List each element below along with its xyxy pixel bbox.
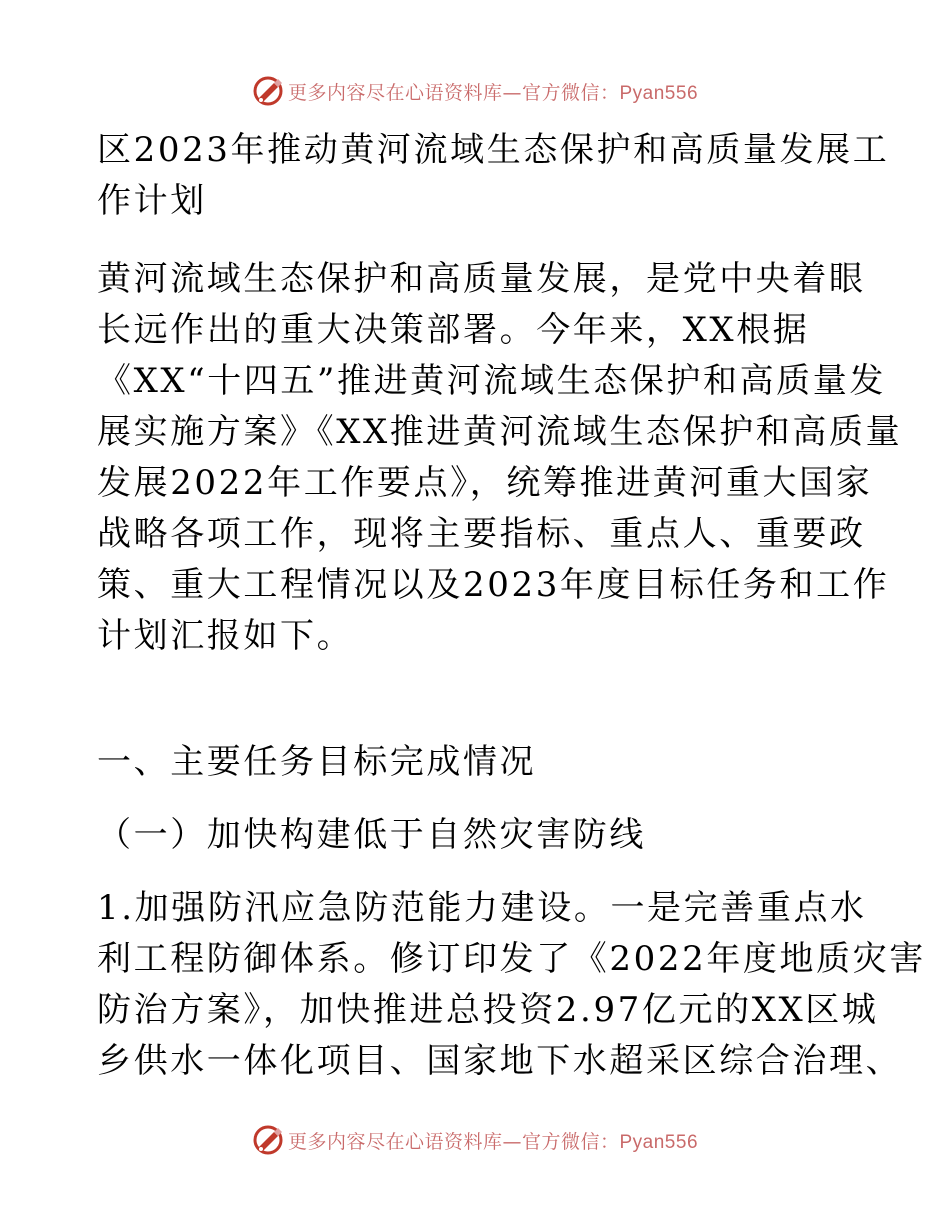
- pen-logo-icon: [252, 75, 284, 107]
- document-title: [97, 125, 890, 227]
- title-line: 作计划: [97, 181, 207, 221]
- heading-line: （一）加快构建低于自然灾害防线: [97, 815, 646, 855]
- paragraph-line: 策、重大工程情况以及2023年度目标任务和工作: [97, 565, 890, 605]
- paragraph-line: 黄河流域生态保护和高质量发展，是党中央着眼: [97, 259, 866, 299]
- paragraph-line: 计划汇报如下。: [97, 616, 354, 656]
- paragraph-line: 利工程防御体系。修订印发了《2022年度地质灾害: [97, 939, 926, 979]
- footer-watermark: [0, 1120, 950, 1160]
- paragraph-line: 防治方案》，加快推进总投资2.97亿元的XX区城: [97, 990, 879, 1030]
- item-paragraph: [97, 883, 926, 1087]
- header-watermark: [0, 71, 950, 111]
- pen-logo-icon: [252, 1124, 284, 1156]
- section-heading: [97, 737, 857, 788]
- paragraph-line: 长远作出的重大决策部署。今年来，XX根据: [97, 310, 810, 350]
- watermark-text: 更多内容尽在心语资料库—官方微信：Pyan556: [287, 81, 699, 104]
- paragraph-line: 展实施方案》《XX推进黄河流域生态保护和高质量: [97, 412, 903, 452]
- paragraph-line: 战略各项工作，现将主要指标、重点人、重要政: [97, 514, 866, 554]
- paragraph-line: 乡供水一体化项目、国家地下水超采区综合治理、: [97, 1041, 903, 1081]
- heading-line: 一、主要任务目标完成情况: [97, 742, 537, 782]
- paragraph-line: 1.加强防汛应急防范能力建设。一是完善重点水: [97, 888, 867, 928]
- title-line: 区2023年推动黄河流域生态保护和高质量发展工: [97, 130, 890, 170]
- subsection-heading: [97, 810, 857, 861]
- wechat-id: Pyan556: [619, 82, 699, 104]
- paragraph-line: 《XX“十四五”推进黄河流域生态保护和高质量发: [97, 361, 886, 401]
- intro-paragraph: [97, 254, 903, 662]
- paragraph-line: 发展2022年工作要点》，统筹推进黄河重大国家: [97, 463, 873, 503]
- wechat-id: Pyan556: [619, 1131, 699, 1153]
- watermark-text: 更多内容尽在心语资料库—官方微信：Pyan556: [287, 1130, 699, 1153]
